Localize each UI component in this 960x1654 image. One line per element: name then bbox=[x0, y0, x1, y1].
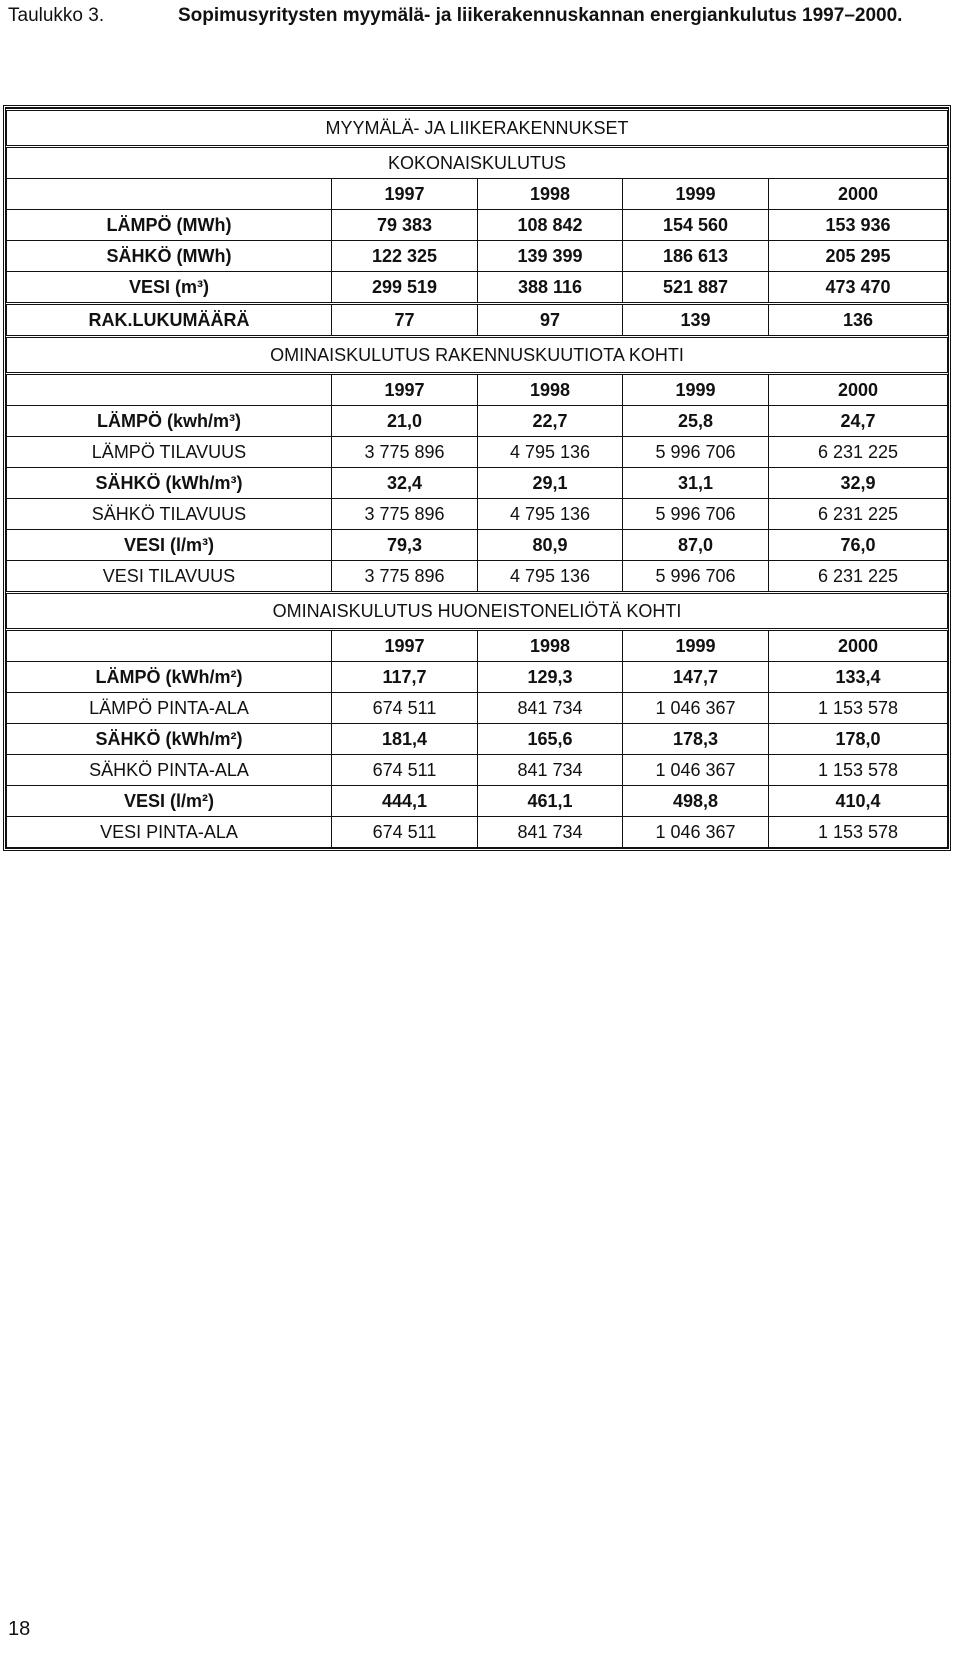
value-cell: 77 bbox=[332, 304, 478, 337]
row-label: SÄHKÖ (MWh) bbox=[7, 241, 332, 272]
value-cell: 122 325 bbox=[332, 241, 478, 272]
value-cell: 25,8 bbox=[623, 406, 769, 437]
row-label: VESI (m³) bbox=[7, 272, 332, 304]
value-cell: 444,1 bbox=[332, 786, 478, 817]
value-cell: 674 511 bbox=[332, 693, 478, 724]
value-cell: 29,1 bbox=[478, 468, 623, 499]
row-label: SÄHKÖ (kWh/m³) bbox=[7, 468, 332, 499]
value-cell: 178,3 bbox=[623, 724, 769, 755]
value-cell: 139 bbox=[623, 304, 769, 337]
empty-header-cell bbox=[7, 179, 332, 210]
value-cell: 410,4 bbox=[769, 786, 948, 817]
table-row bbox=[7, 724, 948, 755]
value-cell: 4 795 136 bbox=[478, 499, 623, 530]
year-header: 2000 bbox=[769, 179, 948, 210]
empty-header-cell bbox=[7, 630, 332, 662]
value-cell: 80,9 bbox=[478, 530, 623, 561]
value-cell: 129,3 bbox=[478, 662, 623, 693]
section-heading bbox=[7, 147, 948, 179]
empty-header-cell bbox=[7, 374, 332, 406]
value-cell: 473 470 bbox=[769, 272, 948, 304]
row-label: LÄMPÖ (kWh/m²) bbox=[7, 662, 332, 693]
year-header: 1997 bbox=[332, 374, 478, 406]
row-label: VESI (l/m³) bbox=[7, 530, 332, 561]
value-cell: 6 231 225 bbox=[769, 561, 948, 593]
value-cell: 388 116 bbox=[478, 272, 623, 304]
table-body bbox=[7, 110, 948, 848]
row-label: VESI PINTA-ALA bbox=[7, 817, 332, 848]
year-header: 1999 bbox=[623, 179, 769, 210]
value-cell: 3 775 896 bbox=[332, 499, 478, 530]
energy-table bbox=[3, 105, 951, 851]
value-cell: 6 231 225 bbox=[769, 437, 948, 468]
table-row bbox=[7, 437, 948, 468]
value-cell: 4 795 136 bbox=[478, 437, 623, 468]
table-row bbox=[7, 241, 948, 272]
caption-text: Sopimusyritysten myymälä- ja liikerakennuskannan energiankulutus 1997–2000. bbox=[178, 5, 903, 26]
year-header-row bbox=[7, 179, 948, 210]
section-heading bbox=[7, 337, 948, 374]
caption-label: Taulukko 3. bbox=[8, 5, 105, 26]
value-cell: 32,9 bbox=[769, 468, 948, 499]
row-label: SÄHKÖ PINTA-ALA bbox=[7, 755, 332, 786]
year-header: 1998 bbox=[478, 374, 623, 406]
value-cell: 674 511 bbox=[332, 817, 478, 848]
value-cell: 97 bbox=[478, 304, 623, 337]
table-row bbox=[7, 817, 948, 848]
value-cell: 79 383 bbox=[332, 210, 478, 241]
value-cell: 841 734 bbox=[478, 755, 623, 786]
value-cell: 1 153 578 bbox=[769, 755, 948, 786]
value-cell: 461,1 bbox=[478, 786, 623, 817]
year-header: 2000 bbox=[769, 374, 948, 406]
value-cell: 4 795 136 bbox=[478, 561, 623, 593]
row-label: LÄMPÖ PINTA-ALA bbox=[7, 693, 332, 724]
value-cell: 1 046 367 bbox=[623, 817, 769, 848]
value-cell: 841 734 bbox=[478, 817, 623, 848]
row-label: SÄHKÖ (kWh/m²) bbox=[7, 724, 332, 755]
year-header-row bbox=[7, 630, 948, 662]
value-cell: 5 996 706 bbox=[623, 499, 769, 530]
value-cell: 5 996 706 bbox=[623, 437, 769, 468]
row-label: RAK.LUKUMÄÄRÄ bbox=[7, 304, 332, 337]
value-cell: 3 775 896 bbox=[332, 561, 478, 593]
row-label: LÄMPÖ (MWh) bbox=[7, 210, 332, 241]
value-cell: 79,3 bbox=[332, 530, 478, 561]
value-cell: 1 046 367 bbox=[623, 693, 769, 724]
value-cell: 31,1 bbox=[623, 468, 769, 499]
value-cell: 6 231 225 bbox=[769, 499, 948, 530]
value-cell: 108 842 bbox=[478, 210, 623, 241]
value-cell: 521 887 bbox=[623, 272, 769, 304]
value-cell: 136 bbox=[769, 304, 948, 337]
page-number: 18 bbox=[8, 1618, 31, 1640]
table-row bbox=[7, 406, 948, 437]
value-cell: 76,0 bbox=[769, 530, 948, 561]
table-row bbox=[7, 499, 948, 530]
value-cell: 3 775 896 bbox=[332, 437, 478, 468]
value-cell: 299 519 bbox=[332, 272, 478, 304]
year-header: 1997 bbox=[332, 179, 478, 210]
value-cell: 841 734 bbox=[478, 693, 623, 724]
value-cell: 139 399 bbox=[478, 241, 623, 272]
row-label: LÄMPÖ (kwh/m³) bbox=[7, 406, 332, 437]
value-cell: 1 153 578 bbox=[769, 817, 948, 848]
value-cell: 24,7 bbox=[769, 406, 948, 437]
value-cell: 133,4 bbox=[769, 662, 948, 693]
section-heading-cell: OMINAISKULUTUS HUONEISTONELIÖTÄ KOHTI bbox=[7, 593, 948, 630]
value-cell: 1 153 578 bbox=[769, 693, 948, 724]
table-title bbox=[7, 110, 948, 147]
year-header: 2000 bbox=[769, 630, 948, 662]
row-label: LÄMPÖ TILAVUUS bbox=[7, 437, 332, 468]
value-cell: 32,4 bbox=[332, 468, 478, 499]
year-header: 1998 bbox=[478, 179, 623, 210]
value-cell: 205 295 bbox=[769, 241, 948, 272]
year-header: 1999 bbox=[623, 374, 769, 406]
table-title-cell: MYYMÄLÄ- JA LIIKERAKENNUKSET bbox=[7, 110, 948, 147]
table-row bbox=[7, 210, 948, 241]
section-heading bbox=[7, 593, 948, 630]
value-cell: 21,0 bbox=[332, 406, 478, 437]
row-label: SÄHKÖ TILAVUUS bbox=[7, 499, 332, 530]
value-cell: 117,7 bbox=[332, 662, 478, 693]
section-heading-cell: KOKONAISKULUTUS bbox=[7, 147, 948, 179]
value-cell: 22,7 bbox=[478, 406, 623, 437]
value-cell: 147,7 bbox=[623, 662, 769, 693]
year-header-row bbox=[7, 374, 948, 406]
value-cell: 5 996 706 bbox=[623, 561, 769, 593]
value-cell: 186 613 bbox=[623, 241, 769, 272]
value-cell: 153 936 bbox=[769, 210, 948, 241]
year-header: 1998 bbox=[478, 630, 623, 662]
table-row bbox=[7, 530, 948, 561]
table-row bbox=[7, 561, 948, 593]
value-cell: 165,6 bbox=[478, 724, 623, 755]
table-row bbox=[7, 272, 948, 304]
table-row bbox=[7, 304, 948, 337]
value-cell: 498,8 bbox=[623, 786, 769, 817]
year-header: 1999 bbox=[623, 630, 769, 662]
table-row bbox=[7, 468, 948, 499]
table-row bbox=[7, 662, 948, 693]
value-cell: 674 511 bbox=[332, 755, 478, 786]
value-cell: 178,0 bbox=[769, 724, 948, 755]
value-cell: 181,4 bbox=[332, 724, 478, 755]
section-heading-cell: OMINAISKULUTUS RAKENNUSKUUTIOTA KOHTI bbox=[7, 337, 948, 374]
row-label: VESI TILAVUUS bbox=[7, 561, 332, 593]
table-row bbox=[7, 755, 948, 786]
value-cell: 154 560 bbox=[623, 210, 769, 241]
table-row bbox=[7, 693, 948, 724]
row-label: VESI (l/m²) bbox=[7, 786, 332, 817]
value-cell: 87,0 bbox=[623, 530, 769, 561]
year-header: 1997 bbox=[332, 630, 478, 662]
table-row bbox=[7, 786, 948, 817]
value-cell: 1 046 367 bbox=[623, 755, 769, 786]
